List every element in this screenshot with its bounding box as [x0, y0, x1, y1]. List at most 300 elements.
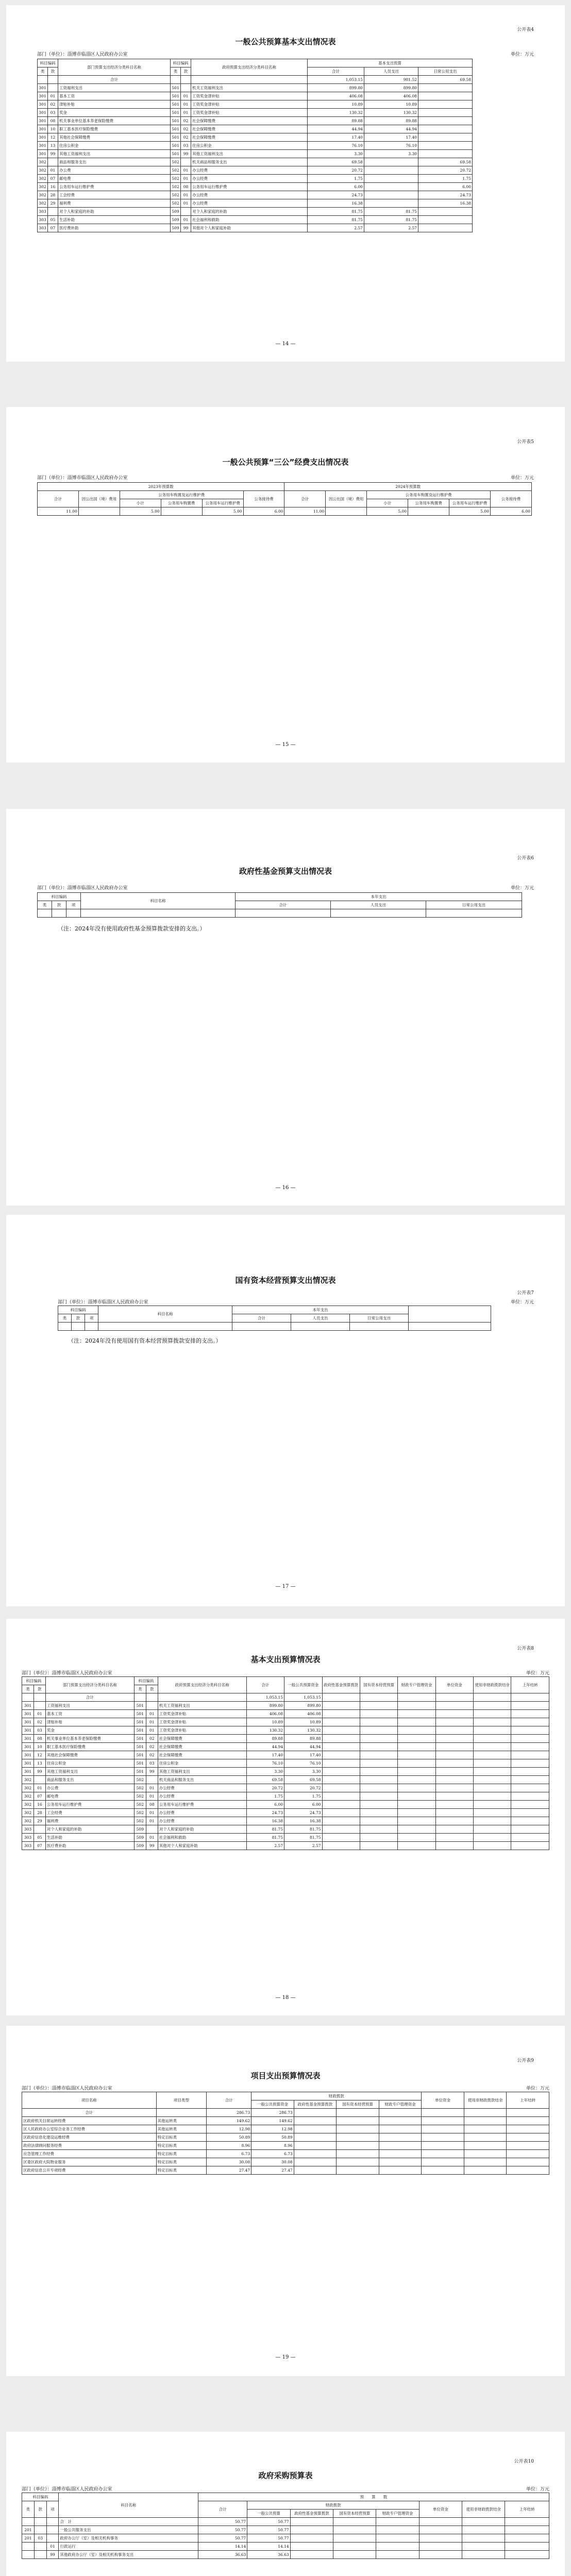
- page-17: [6, 1215, 565, 1606]
- table-cell: [474, 1792, 511, 1801]
- table-cell: 特定目标类: [156, 2142, 207, 2150]
- table-cell: [474, 1726, 511, 1735]
- table-row: [38, 133, 473, 142]
- table-cell: [422, 2150, 464, 2158]
- table-row: [22, 1702, 549, 1710]
- table-cell: 302: [38, 199, 48, 208]
- table-cell: [505, 2526, 549, 2534]
- table-cell: 01: [146, 1809, 158, 1817]
- table-cell: 津贴补贴: [58, 100, 171, 109]
- table-cell: [379, 2158, 422, 2166]
- table-cell: [322, 1776, 360, 1784]
- table-cell: 502: [171, 183, 181, 191]
- table-cell: [376, 2534, 419, 2543]
- basic-expense-table: [37, 59, 473, 232]
- unit-label: 单位：万元: [510, 476, 534, 481]
- table-cell: 501: [171, 92, 181, 100]
- table-cell: [398, 1792, 435, 1801]
- table-cell: 公务用车运行维护费: [45, 1801, 134, 1809]
- empty-row: [58, 1323, 491, 1331]
- table-cell: [511, 1792, 549, 1801]
- table-cell: 01: [146, 1718, 158, 1726]
- table-cell: 12: [48, 133, 58, 142]
- table-cell: [360, 1759, 397, 1768]
- table-cell: 501: [134, 1735, 146, 1743]
- table-cell: [364, 166, 418, 175]
- table-cell: 44.94: [246, 1743, 284, 1751]
- table-cell: [322, 1718, 360, 1726]
- table-cell: 302: [22, 1776, 34, 1784]
- table-cell: 36.63: [247, 2551, 290, 2559]
- table-cell: [364, 191, 418, 199]
- table-cell: 13: [48, 142, 58, 150]
- table-cell: 公务用车运行维护费: [58, 183, 171, 191]
- table-cell: 邮电费: [58, 175, 171, 183]
- table-cell: [360, 1809, 397, 1817]
- table-cell: 301: [22, 1735, 34, 1743]
- table-cell: 406.08: [284, 1710, 322, 1718]
- table-cell: 69.58: [284, 1776, 322, 1784]
- table-cell: 899.80: [308, 84, 364, 92]
- total-row: [22, 1693, 549, 1702]
- table-cell: [337, 2158, 379, 2166]
- table-cell: 02: [146, 1743, 158, 1751]
- table-cell: 502: [171, 166, 181, 175]
- table-cell: [379, 2125, 422, 2133]
- header-fund: 财政拨款: [247, 2501, 419, 2510]
- table-cell: 30.08: [207, 2158, 251, 2166]
- table-cell: 02: [48, 100, 58, 109]
- table-cell: 01: [181, 199, 191, 208]
- table-cell: [507, 2133, 549, 2142]
- table-cell: 301: [22, 1710, 34, 1718]
- table-cell: [398, 1751, 435, 1759]
- table-cell: 302: [22, 1817, 34, 1825]
- table-row: [22, 1834, 549, 1842]
- table-cell: [435, 1751, 473, 1759]
- table-cell: 69.58: [418, 158, 473, 166]
- table-cell: 501: [134, 1702, 146, 1710]
- table-cell: [322, 1842, 360, 1850]
- table-cell: [398, 1825, 435, 1834]
- table-cell: 502: [134, 1784, 146, 1792]
- table-cell: 住房公积金: [45, 1759, 134, 1768]
- dept-label: 部门（单位）：淄博市临淄区人民政府办公室: [37, 886, 128, 891]
- table-cell: 10.89: [246, 1718, 284, 1726]
- table-cell: 12: [33, 1751, 45, 1759]
- table-cell: 住房公积金: [58, 142, 171, 150]
- table-cell: [435, 1759, 473, 1768]
- header-gov-fund: 政府性基金预算拨款: [322, 1677, 360, 1693]
- table-tag: 公开表6: [517, 856, 534, 861]
- table-cell: 2.57: [284, 1842, 322, 1850]
- value-cell: 6.00: [243, 507, 284, 516]
- table-cell: [418, 84, 473, 92]
- table-cell: [337, 2117, 379, 2125]
- table-cell: 301: [22, 1743, 34, 1751]
- header-gpb: 一般公共预算资金: [284, 1677, 322, 1693]
- table-cell: 01: [181, 216, 191, 224]
- table-cell: 81.75: [364, 216, 418, 224]
- table-cell: 03: [146, 1759, 158, 1768]
- table-cell: 502: [171, 199, 181, 208]
- table-cell: [322, 1792, 360, 1801]
- total-value: 1,053.15: [284, 1693, 322, 1702]
- table-cell: [435, 1726, 473, 1735]
- table-cell: [511, 1718, 549, 1726]
- table-cell: [435, 1718, 473, 1726]
- table-row: [22, 1842, 549, 1850]
- table-row: [22, 1759, 549, 1768]
- header-unit-fund: 单位资金: [435, 1677, 473, 1693]
- table-cell: 01: [181, 100, 191, 109]
- table-cell: [360, 1710, 397, 1718]
- table-cell: 76.10: [364, 142, 418, 150]
- table-cell: 07: [48, 175, 58, 183]
- table-cell: [398, 1743, 435, 1751]
- header-public: 日常公用支出: [418, 67, 473, 76]
- table-cell: 职工基本医疗保险缴费: [58, 125, 171, 133]
- table-cell: 50.89: [207, 2133, 251, 2142]
- table-cell: [474, 1759, 511, 1768]
- table-row: [38, 109, 473, 117]
- table-cell: 应急管理工作经费: [22, 2150, 157, 2158]
- table-cell: [474, 1776, 511, 1784]
- table-cell: 69.58: [246, 1776, 284, 1784]
- total-value: 69.58: [418, 76, 473, 84]
- table-cell: 69.58: [308, 158, 364, 166]
- table-cell: [511, 1784, 549, 1792]
- table-cell: [146, 1825, 158, 1834]
- header-kind: 类: [58, 1314, 72, 1323]
- table-cell: [511, 1743, 549, 1751]
- table-cell: [464, 2158, 507, 2166]
- table-cell: 办公经费: [158, 1809, 246, 1817]
- table-row: [22, 1825, 549, 1834]
- header-name: 科目名称: [98, 1306, 232, 1323]
- table-cell: [294, 2158, 337, 2166]
- table-cell: [398, 1759, 435, 1768]
- table-cell: [360, 1817, 397, 1825]
- table-cell: 301: [38, 92, 48, 100]
- table-cell: 奖金: [58, 109, 171, 117]
- table-cell: [511, 1710, 549, 1718]
- table-cell: 502: [171, 191, 181, 199]
- table-cell: 08: [146, 1801, 158, 1809]
- table-cell: [435, 1702, 473, 1710]
- table-row: [22, 1817, 549, 1825]
- table-cell: [474, 1751, 511, 1759]
- table-row: [38, 199, 473, 208]
- table-cell: 99: [33, 1768, 45, 1776]
- page-title: 基本支出预算情况表: [250, 1655, 321, 1664]
- table-cell: 303: [22, 1825, 34, 1834]
- table-cell: 工资奖金津补贴: [158, 1710, 246, 1718]
- table-cell: 81.75: [308, 216, 364, 224]
- table-cell: [360, 1768, 397, 1776]
- table-cell: [322, 1834, 360, 1842]
- header-gov-fund: 政府性基金预算拨款: [290, 2510, 333, 2518]
- table-cell: [435, 1784, 473, 1792]
- table-cell: [474, 1809, 511, 1817]
- table-cell: 81.75: [284, 1834, 322, 1842]
- table-cell: [505, 2518, 549, 2526]
- table-cell: 502: [134, 1817, 146, 1825]
- table-cell: 12.98: [207, 2125, 251, 2133]
- total-label: 合计: [58, 76, 171, 84]
- table-cell: 商品和服务支出: [58, 158, 171, 166]
- table-cell: 办公经费: [191, 191, 308, 199]
- table-cell: [22, 2518, 35, 2526]
- table-cell: [34, 2543, 46, 2551]
- table-cell: [398, 1817, 435, 1825]
- table-cell: 政府办公厅（室）及相关机构事务: [59, 2534, 198, 2543]
- header-kind: 类: [38, 901, 52, 909]
- header-code: 科目编码: [58, 1306, 98, 1314]
- header-gov-code: 科目编码: [171, 59, 191, 67]
- table-cell: 509: [134, 1834, 146, 1842]
- total-label: 合计: [22, 2109, 157, 2117]
- table-cell: [34, 2518, 46, 2526]
- table-cell: [474, 1825, 511, 1834]
- table-cell: 10: [48, 125, 58, 133]
- table-cell: [398, 1834, 435, 1842]
- table-cell: 502: [171, 158, 181, 166]
- table-cell: [376, 2551, 419, 2559]
- table-cell: [422, 2166, 464, 2175]
- table-cell: [290, 2551, 333, 2559]
- header-surplus: 使用非财政拨款结余: [464, 2092, 507, 2109]
- table-cell: [398, 1842, 435, 1850]
- table-cell: 302: [38, 175, 48, 183]
- unit-label: 单位：万元: [510, 1300, 534, 1305]
- table-cell: [418, 92, 473, 100]
- header-item: 款: [33, 1685, 45, 1693]
- table-cell: 基本工资: [45, 1710, 134, 1718]
- unit-label: 单位：万元: [526, 2086, 549, 2091]
- table-cell: [507, 2142, 549, 2150]
- table-cell: [34, 2526, 46, 2534]
- table-row: [38, 150, 473, 158]
- empty-row: [38, 909, 522, 918]
- table-cell: 工资奖金津补贴: [191, 109, 308, 117]
- table-cell: 机关事业单位基本养老保险缴费: [45, 1735, 134, 1743]
- table-row: [22, 1809, 549, 1817]
- table-cell: 149.62: [251, 2117, 294, 2125]
- page-20: [6, 2432, 565, 2576]
- table-cell: [46, 2534, 59, 2543]
- table-cell: [376, 2518, 419, 2526]
- table-cell: [333, 2526, 376, 2534]
- table-cell: 16.38: [284, 1817, 322, 1825]
- table-cell: 201: [22, 2526, 35, 2534]
- table-cell: 501: [171, 84, 181, 92]
- table-cell: [419, 2534, 462, 2543]
- table-cell: [294, 2142, 337, 2150]
- table-cell: 301: [38, 84, 48, 92]
- table-cell: 130.32: [284, 1726, 322, 1735]
- table-cell: 509: [171, 216, 181, 224]
- table-cell: 1.75: [284, 1792, 322, 1801]
- table-cell: [511, 1809, 549, 1817]
- table-cell: [322, 1825, 360, 1834]
- note-text: （注：2024年没有使用国有资本经营预算拨款安排的支出。）: [68, 1337, 222, 1344]
- table-cell: [474, 1842, 511, 1850]
- table-cell: 406.08: [308, 92, 364, 100]
- table-cell: 02: [181, 117, 191, 125]
- page-14: [6, 5, 565, 362]
- table-cell: 其他运转类: [156, 2117, 207, 2125]
- table-cell: 01: [48, 92, 58, 100]
- header-state-capital: 国有资本经营预算: [337, 2100, 379, 2109]
- table-cell: 17.40: [284, 1751, 322, 1759]
- table-cell: 津贴补贴: [45, 1718, 134, 1726]
- table-cell: [322, 1817, 360, 1825]
- value-cell: 5.00: [202, 507, 243, 516]
- table-cell: 08: [33, 1735, 45, 1743]
- table-cell: [46, 2526, 59, 2534]
- header-total: 合计: [246, 1677, 284, 1693]
- table-cell: [364, 199, 418, 208]
- table-cell: 01: [181, 175, 191, 183]
- table-cell: 行政运行: [59, 2543, 198, 2551]
- table-cell: 6.73: [251, 2150, 294, 2158]
- table-cell: 302: [22, 1784, 34, 1792]
- table-cell: 1.75: [418, 175, 473, 183]
- table-cell: 28: [33, 1809, 45, 1817]
- table-cell: [511, 1751, 549, 1759]
- table-cell: 303: [22, 1834, 34, 1842]
- table-cell: [290, 2543, 333, 2551]
- table-cell: 50.77: [198, 2526, 247, 2534]
- table-row: [38, 224, 473, 232]
- table-cell: 05: [48, 216, 58, 224]
- table-cell: 50.77: [198, 2518, 247, 2526]
- table-cell: 20.72: [284, 1784, 322, 1792]
- table-cell: 政府法律顾问服务经费: [22, 2142, 157, 2150]
- header-item: 款: [34, 2501, 46, 2518]
- table-cell: [511, 1817, 549, 1825]
- table-cell: [379, 2142, 422, 2150]
- header-code: 科目编码: [38, 893, 81, 901]
- table-cell: 社会福利和救助: [191, 216, 308, 224]
- table-cell: [294, 2117, 337, 2125]
- table-cell: 50.77: [247, 2526, 290, 2534]
- table-cell: [474, 1784, 511, 1792]
- table-cell: 其他政府办公厅（室）及相关机构事务支出: [59, 2551, 198, 2559]
- table-cell: [333, 2551, 376, 2559]
- table-cell: [474, 1801, 511, 1809]
- table-cell: 29: [48, 199, 58, 208]
- table-cell: 3.30: [284, 1768, 322, 1776]
- table-cell: 17.40: [364, 133, 418, 142]
- table-cell: 01: [146, 1792, 158, 1801]
- table-row: [38, 216, 473, 224]
- table-cell: 24.73: [418, 191, 473, 199]
- table-cell: 01: [181, 191, 191, 199]
- table-cell: 社会福利和救助: [158, 1834, 246, 1842]
- table-cell: [22, 2543, 35, 2551]
- table-cell: [474, 1834, 511, 1842]
- table-cell: 302: [38, 191, 48, 199]
- table-cell: [419, 2543, 462, 2551]
- table-cell: [333, 2543, 376, 2551]
- page-18: [6, 1619, 565, 2015]
- table-cell: 01: [146, 1817, 158, 1825]
- table-tag: 公开表10: [514, 2459, 534, 2464]
- table-cell: 工会经费: [45, 1809, 134, 1817]
- dept-label: 部门（单位）：淄博市临淄区人民政府办公室: [37, 476, 128, 481]
- table-cell: [435, 1801, 473, 1809]
- table-cell: 3.30: [246, 1768, 284, 1776]
- table-cell: 303: [38, 216, 48, 224]
- table-cell: 8.96: [251, 2142, 294, 2150]
- header-kind: 类: [22, 2501, 35, 2518]
- header-gov-name: 政府预算支出经济分类科目名称: [158, 1677, 246, 1693]
- table-cell: 501: [171, 133, 181, 142]
- dept-label: 部门（单位）：淄博市临淄区人民政府办公室: [22, 2487, 112, 2492]
- table-cell: [48, 158, 58, 166]
- table-cell: [435, 1743, 473, 1751]
- table-cell: 20.72: [308, 166, 364, 175]
- table-cell: 公务用车运行维护费: [158, 1801, 246, 1809]
- header-plan: 预 算 数: [198, 2493, 549, 2501]
- total-label: 合计: [45, 1693, 134, 1702]
- table-cell: 302: [22, 1792, 34, 1801]
- table-cell: [360, 1726, 397, 1735]
- page-number: — 17 —: [275, 1584, 296, 1589]
- table-cell: 899.80: [246, 1702, 284, 1710]
- project-budget-table: [22, 2092, 549, 2175]
- dept-label: 部门（单位）：淄博市临淄区人民政府办公室: [37, 52, 128, 57]
- header-item: 款: [48, 67, 58, 76]
- table-cell: [398, 1710, 435, 1718]
- table-cell: 01: [33, 1784, 45, 1792]
- table-cell: 81.75: [284, 1825, 322, 1834]
- table-cell: [418, 142, 473, 150]
- table-cell: 03: [48, 109, 58, 117]
- table-row: [22, 1751, 549, 1759]
- table-cell: 3.30: [308, 150, 364, 158]
- table-cell: 机关事业单位基本养老保险缴费: [58, 117, 171, 125]
- table-cell: [419, 2526, 462, 2534]
- table-cell: 301: [38, 117, 48, 125]
- table-cell: 24.73: [308, 191, 364, 199]
- unit-label: 单位：万元: [510, 886, 534, 891]
- table-cell: 住房公积金: [158, 1759, 246, 1768]
- table-cell: [337, 2125, 379, 2133]
- table-cell: 301: [22, 1726, 34, 1735]
- table-cell: 20.72: [246, 1784, 284, 1792]
- table-cell: 301: [38, 150, 48, 158]
- header-project-name: 项目名称: [22, 2092, 157, 2109]
- header-total: 合计: [198, 2501, 247, 2518]
- table-cell: 14.14: [198, 2543, 247, 2551]
- table-cell: 501: [134, 1759, 146, 1768]
- table-cell: [511, 1759, 549, 1768]
- table-cell: [511, 1842, 549, 1850]
- table-cell: 住房公积金: [191, 142, 308, 150]
- header-public: 日常公用支出: [426, 901, 522, 909]
- table-cell: 工会经费: [58, 191, 171, 199]
- page-15: [6, 407, 565, 762]
- table-cell: [181, 158, 191, 166]
- table-cell: 50.77: [198, 2534, 247, 2543]
- table-cell: 工资奖金津补贴: [191, 92, 308, 100]
- procurement-table: [22, 2493, 549, 2559]
- header-car: 公务用车购置及运行维护费: [367, 491, 491, 499]
- table-cell: 89.88: [308, 117, 364, 125]
